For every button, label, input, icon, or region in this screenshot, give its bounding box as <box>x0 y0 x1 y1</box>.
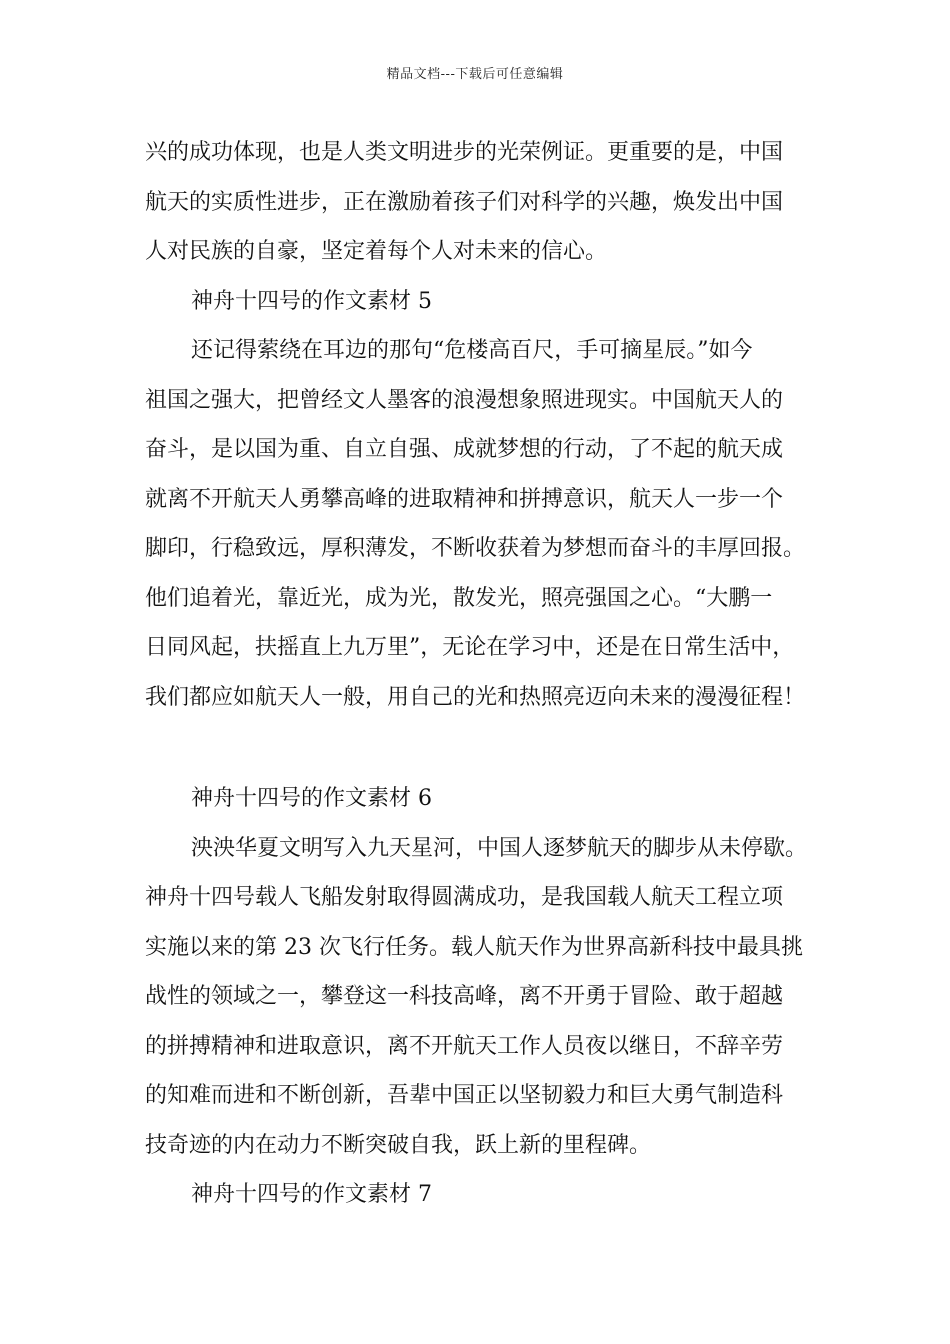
text-line: 实施以来的第 23 次飞行任务。载人航天作为世界高新科技中最具挑 <box>145 934 803 960</box>
text-line: 泱泱华夏文明写入九天星河，中国人逐梦航天的脚步从未停歇。 <box>191 835 808 861</box>
text-line: 兴的成功体现，也是人类文明进步的光荣例证。更重要的是，中国 <box>145 140 784 165</box>
text-line: 奋斗，是以国为重、自立自强、成就梦想的行动，了不起的航天成 <box>145 437 784 462</box>
paragraph-section-6 <box>145 824 810 1171</box>
text-line: 日同风起，扶摇直上九万里”，无论在学习中，还是在日常生活中， <box>145 635 795 660</box>
text-line: 祖国之强大，把曾经文人墨客的浪漫想象照进现实。中国航天人的 <box>145 387 784 413</box>
document-body <box>145 128 810 1220</box>
text-line: 脚印，行稳致远，厚积薄发，不断收获着为梦想而奋斗的丰厚回报。 <box>145 536 806 561</box>
section-heading-6: 神舟十四号的作文素材 6 <box>191 786 432 811</box>
text-line: 航天的实质性进步，正在激励着孩子们对科学的兴趣，焕发出中国 <box>145 189 784 215</box>
text-line: 就离不开航天人勇攀高峰的进取精神和拼搏意识，航天人一步一个 <box>145 486 784 512</box>
text-line: 人对民族的自豪，坚定着每个人对未来的信心。 <box>145 239 608 264</box>
text-line: 还记得萦绕在耳边的那句“危楼高百尺，手可摘星辰。”如今 <box>191 338 753 363</box>
section-heading-7: 神舟十四号的作文素材 7 <box>191 1182 432 1207</box>
text-line: 我们都应如航天人一般，用自己的光和热照亮迈向未来的漫漫征程！ <box>145 684 806 710</box>
text-line: 他们追着光，靠近光，成为光，散发光，照亮强国之心。“大鹏一 <box>145 585 773 611</box>
blank-gap <box>145 722 810 774</box>
text-line: 技奇迹的内在动力不断突破自我，跃上新的里程碑。 <box>145 1132 652 1158</box>
text-line: 神舟十四号载人飞船发射取得圆满成功，是我国载人航天工程立项 <box>145 885 784 910</box>
paragraph-continuation <box>145 128 810 277</box>
text-line: 战性的领域之一，攀登这一科技高峰，离不开勇于冒险、敢于超越 <box>145 984 784 1009</box>
text-line: 的拼搏精神和进取意识，离不开航天工作人员夜以继日，不辞辛劳 <box>145 1033 784 1059</box>
page-header: 精品文档---下载后可任意编辑 <box>386 67 564 82</box>
text-line: 的知难而进和不断创新，吾辈中国正以坚韧毅力和巨大勇气制造科 <box>145 1083 784 1108</box>
section-heading-5: 神舟十四号的作文素材 5 <box>191 288 432 314</box>
paragraph-section-5 <box>145 326 810 722</box>
